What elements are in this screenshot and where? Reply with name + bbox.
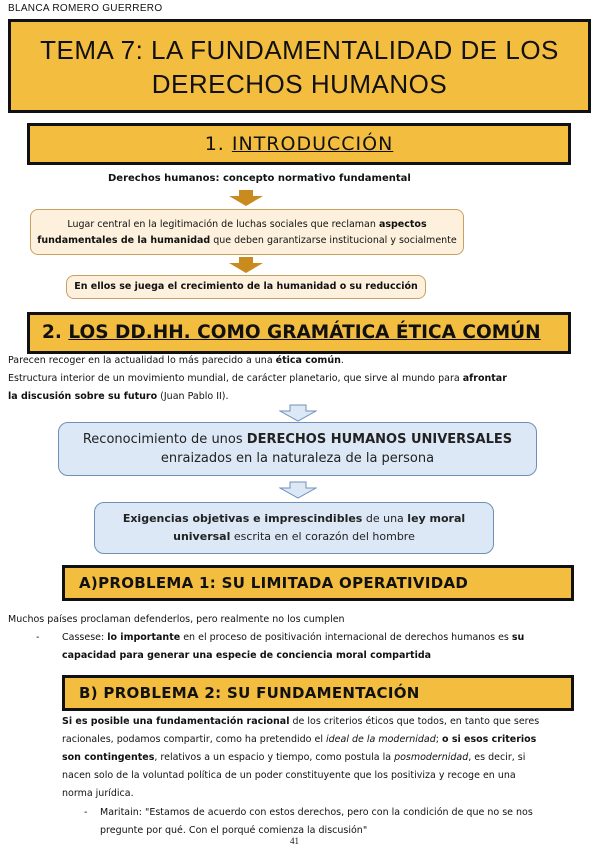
section-1-heading [27, 123, 571, 165]
cassese-bold-2: su [511, 632, 525, 643]
moral-law-text-1: de una [362, 512, 408, 525]
moral-law-bold-1: Exigencias objetivas e imprescindibles [122, 512, 363, 525]
title-line-1: TEMA 7: LA FUNDAMENTALIDAD DE LOS [40, 35, 559, 65]
ethics-bold: ética común [275, 355, 341, 366]
p2-italic-1: ideal de la modernidad [326, 734, 436, 745]
moral-law-box [94, 502, 494, 554]
ethics-text: Parecen recoger en la actualidad lo más parecido a una [8, 355, 276, 366]
p2-text-5: , es decir, si [468, 752, 526, 763]
moral-law-bold-3: universal [173, 530, 231, 543]
universal-rights-text-2: enraizados en la naturaleza de la persona [160, 451, 435, 466]
paragraph-ethics [8, 352, 344, 370]
cassese-bold-3: capacidad para generar una especie de conciencia moral compartida [62, 650, 432, 661]
concept-label: Derechos humanos: concepto normativo fundamental [108, 173, 411, 184]
cassese-text: en el proceso de positivación internacional de derechos humanos es [180, 632, 512, 643]
legitimation-box [30, 209, 464, 255]
page-number: 41 [290, 836, 299, 846]
problem-1-bullet-dash: - [36, 632, 40, 643]
problem-1-bullet [62, 629, 592, 665]
structure-text: Estructura interior de un movimiento mundial, de carácter planetario, que sirve al mundo para [8, 373, 463, 384]
section-1-number: 1. [204, 133, 225, 155]
section-1-title: INTRODUCCIÓN [231, 133, 394, 155]
problem-2-heading: B) PROBLEMA 2: SU FUNDAMENTACIÓN [62, 675, 574, 711]
legitimation-bold-1: aspectos [378, 219, 427, 230]
page-title [8, 19, 591, 113]
title-line-2: DERECHOS HUMANOS [151, 69, 448, 99]
problem-1-heading: A)PROBLEMA 1: SU LIMITADA OPERATIVIDAD [62, 565, 574, 601]
p2-bold-2: o si esos criterios [442, 734, 537, 745]
universal-rights-bold: DERECHOS HUMANOS UNIVERSALES [246, 432, 513, 447]
down-arrow-icon [279, 481, 317, 499]
structure-citation: (Juan Pablo II). [157, 391, 229, 402]
p2-italic-2: posmodernidad [394, 752, 469, 763]
legitimation-text-2: que deben garantizarse institucional y socialmente [210, 235, 457, 246]
cassese-bold-1: lo importante [107, 632, 181, 643]
p2-text-6: nacen solo de la voluntad política de un poder constituyente que los positiviza y recoge en una [62, 770, 516, 781]
p2-text-4: , relativos a un espacio y tiempo, como postula la [154, 752, 395, 763]
maritain-quote [100, 804, 594, 840]
section-2-heading [27, 312, 571, 354]
maritain-line-1: Maritain: "Estamos de acuerdo con estos derechos, pero con la condición de que no se nos [100, 807, 533, 818]
p2-text-3: ; [435, 734, 442, 745]
cassese-name: Cassese: [62, 632, 108, 643]
author-name: BLANCA ROMERO GUERRERO [8, 3, 163, 14]
problem-1-text: Muchos países proclaman defenderlos, pero realmente no los cumplen [8, 614, 345, 625]
universal-rights-text: Reconocimiento de unos [82, 432, 247, 447]
p2-bold-3: son contingentes [62, 752, 155, 763]
moral-law-text-2: escrita en el corazón del hombre [230, 530, 415, 543]
structure-bold-2: la discusión sobre su futuro [8, 391, 158, 402]
maritain-line-2: pregunte por qué. Con el porqué comienza la discusión" [100, 825, 368, 836]
legitimation-bold-2: fundamentales de la humanidad [37, 235, 211, 246]
section-2-title: LOS DD.HH. COMO GRAMÁTICA ÉTICA COMÚN [68, 322, 541, 343]
paragraph-structure [8, 370, 593, 406]
maritain-dash: - [84, 807, 88, 818]
down-arrow-icon [279, 404, 317, 422]
legitimation-text-1: Lugar central en la legitimación de luchas sociales que reclaman [67, 219, 379, 230]
universal-rights-box [58, 422, 537, 476]
p2-text-7: norma jurídica. [62, 788, 134, 799]
growth-box: En ellos se juega el crecimiento de la humanidad o su reducción [66, 275, 426, 299]
p2-text-2: racionales, podamos compartir, como ha pretendido el [62, 734, 326, 745]
structure-bold-1: afrontar [462, 373, 507, 384]
p2-text-1: de los criterios éticos que todos, en tanto que seres [289, 716, 540, 727]
ethics-period: . [340, 355, 344, 366]
moral-law-bold-2: ley moral [407, 512, 466, 525]
p2-bold-1: Si es posible una fundamentación racional [62, 716, 290, 727]
section-2-number: 2. [42, 322, 62, 343]
down-arrow-icon [229, 257, 263, 273]
problem-2-paragraph [62, 713, 594, 803]
down-arrow-icon [229, 190, 263, 206]
